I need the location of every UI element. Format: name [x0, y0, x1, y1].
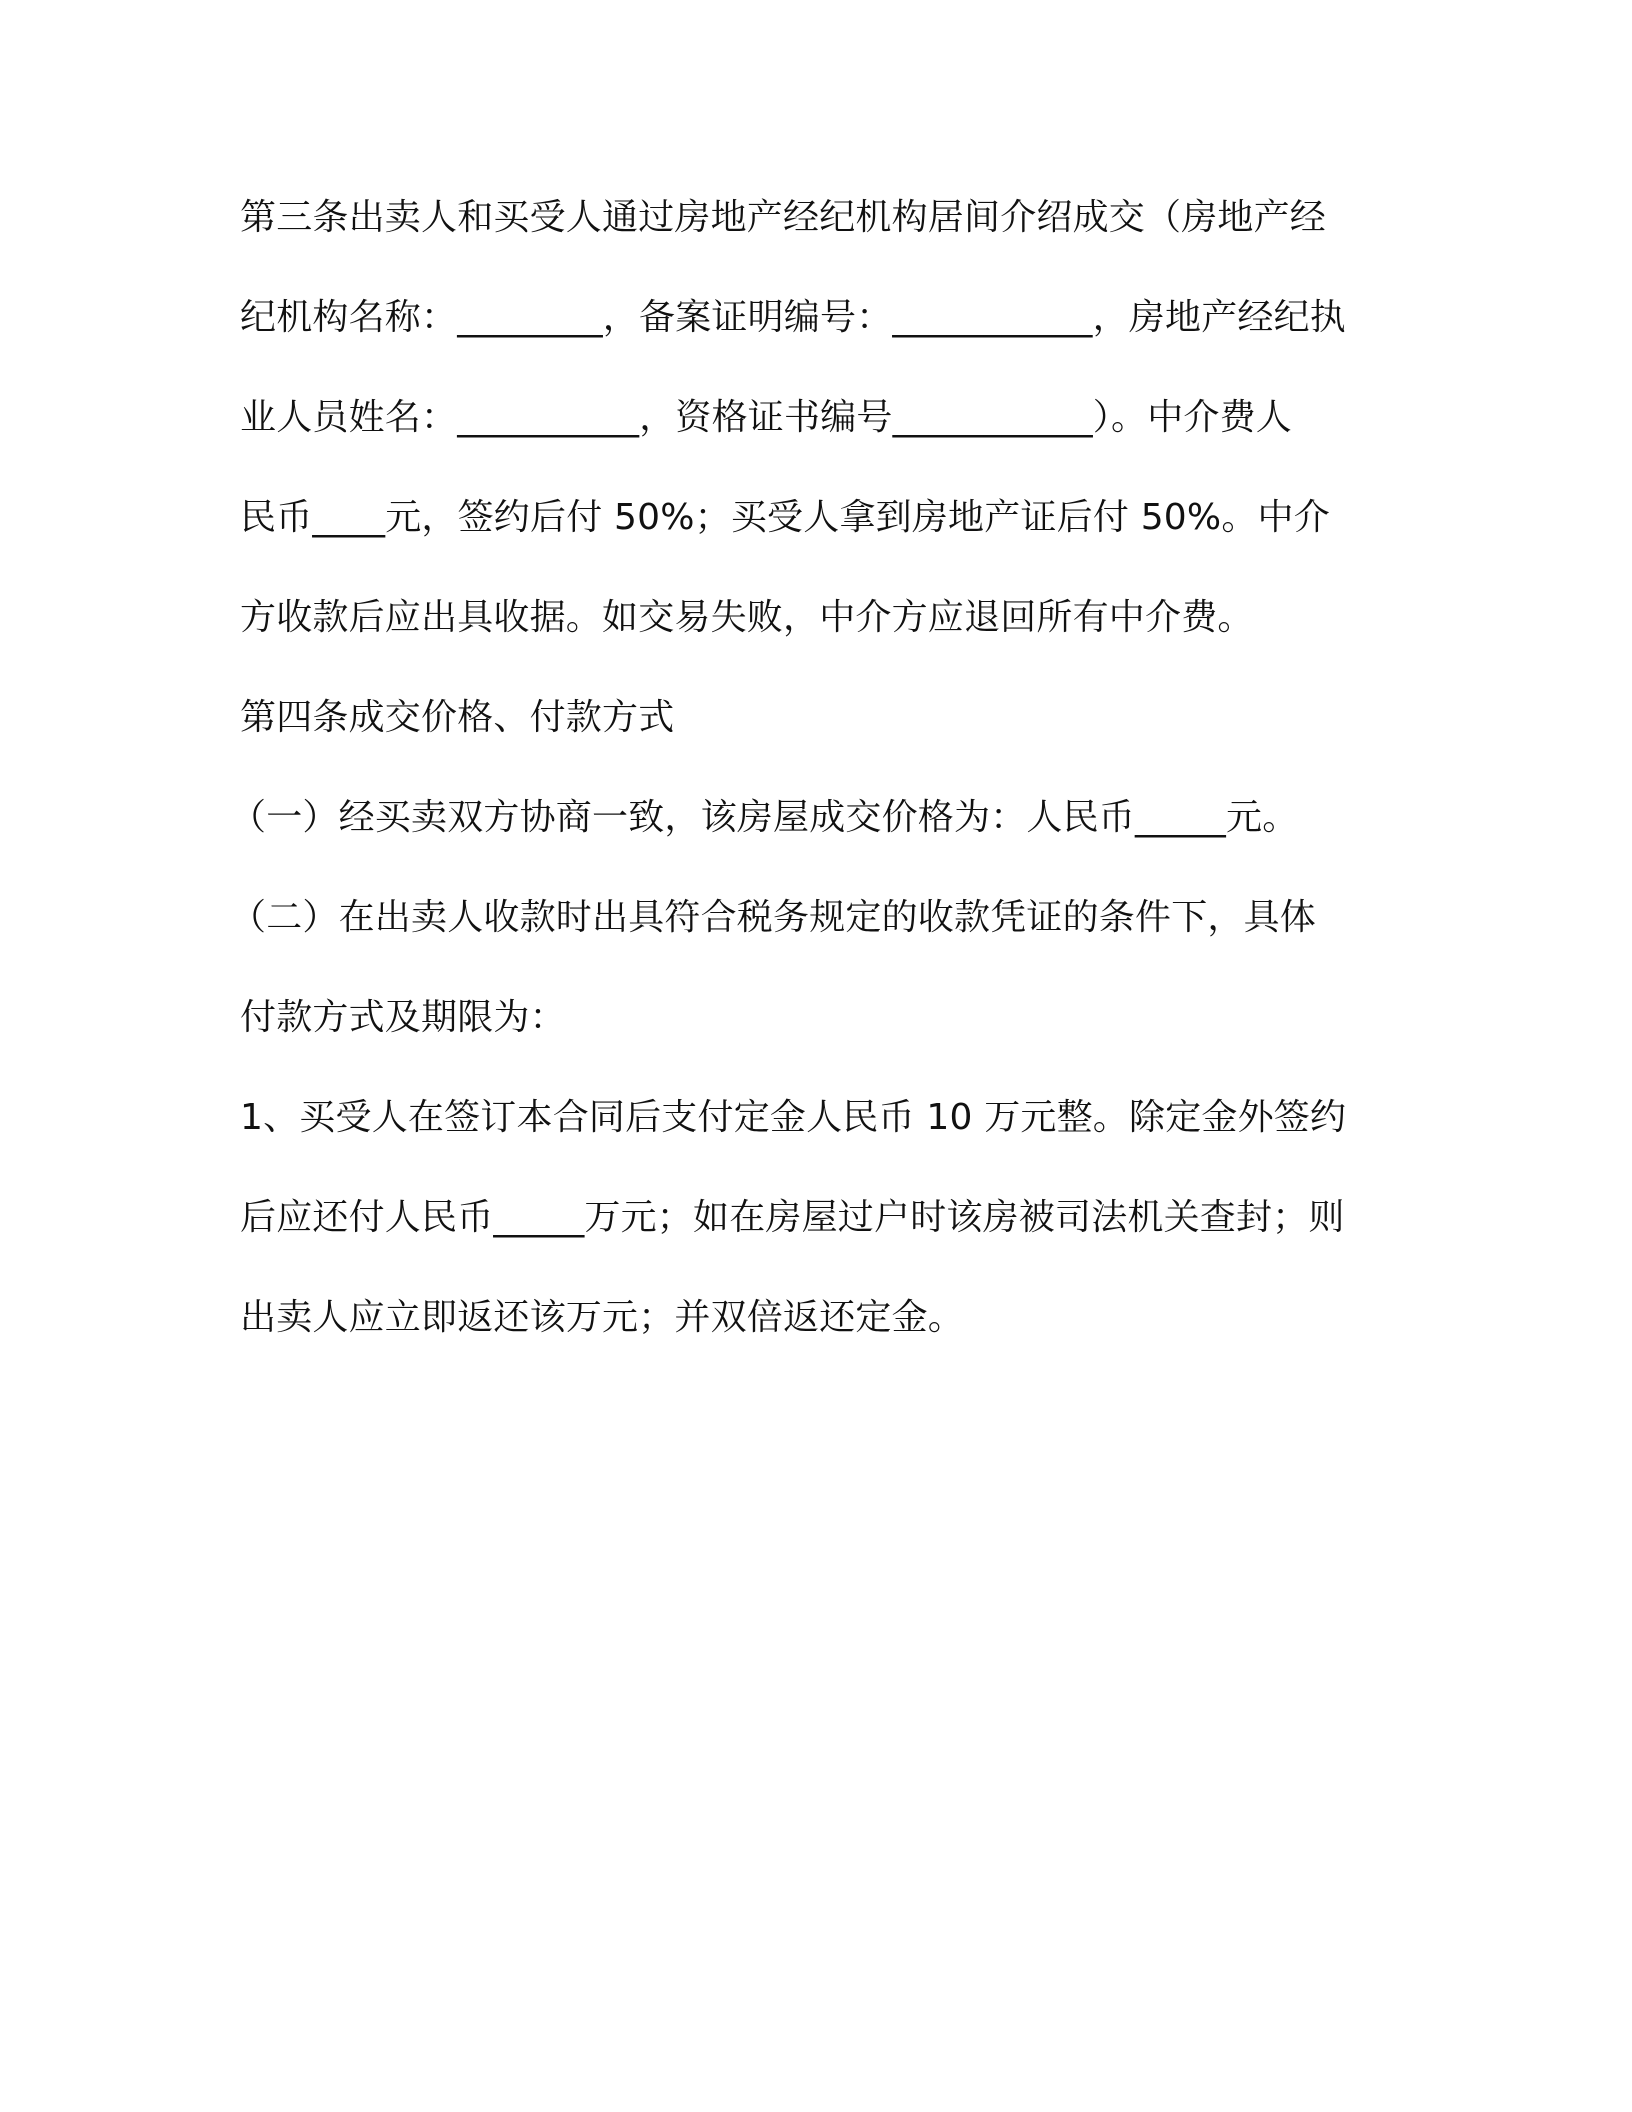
item-1-line-3: 出卖人应立即返还该万元；并双倍返还定金。	[240, 1297, 965, 1338]
clause-2-line-2: 付款方式及期限为：	[240, 997, 566, 1038]
paragraph-line-4: 民币____元，签约后付 50%；买受人拿到房地产证后付 50%。中介	[240, 497, 1330, 538]
section-heading-article-4: 第四条成交价格、付款方式	[240, 697, 675, 738]
clause-1-line: （一）经买卖双方协商一致，该房屋成交价格为：人民币_____元。	[230, 797, 1299, 838]
paragraph-line-5: 方收款后应出具收据。如交易失败，中介方应退回所有中介费。	[240, 597, 1254, 638]
paragraph-line-2: 纪机构名称：________，备案证明编号：___________，房地产经纪执	[240, 297, 1347, 338]
item-1-line-1: 1、买受人在签订本合同后支付定金人民币 10 万元整。除定金外签约	[240, 1097, 1347, 1138]
paragraph-line-1: 第三条出卖人和买受人通过房地产经纪机构居间介绍成交（房地产经	[240, 197, 1327, 238]
paragraph-line-3: 业人员姓名：__________，资格证书编号___________）。中介费人	[240, 397, 1293, 438]
item-1-line-2: 后应还付人民币_____万元；如在房屋过户时该房被司法机关查封；则	[240, 1197, 1345, 1238]
clause-2-line-1: （二）在出卖人收款时出具符合税务规定的收款凭证的条件下，具体	[230, 897, 1317, 938]
